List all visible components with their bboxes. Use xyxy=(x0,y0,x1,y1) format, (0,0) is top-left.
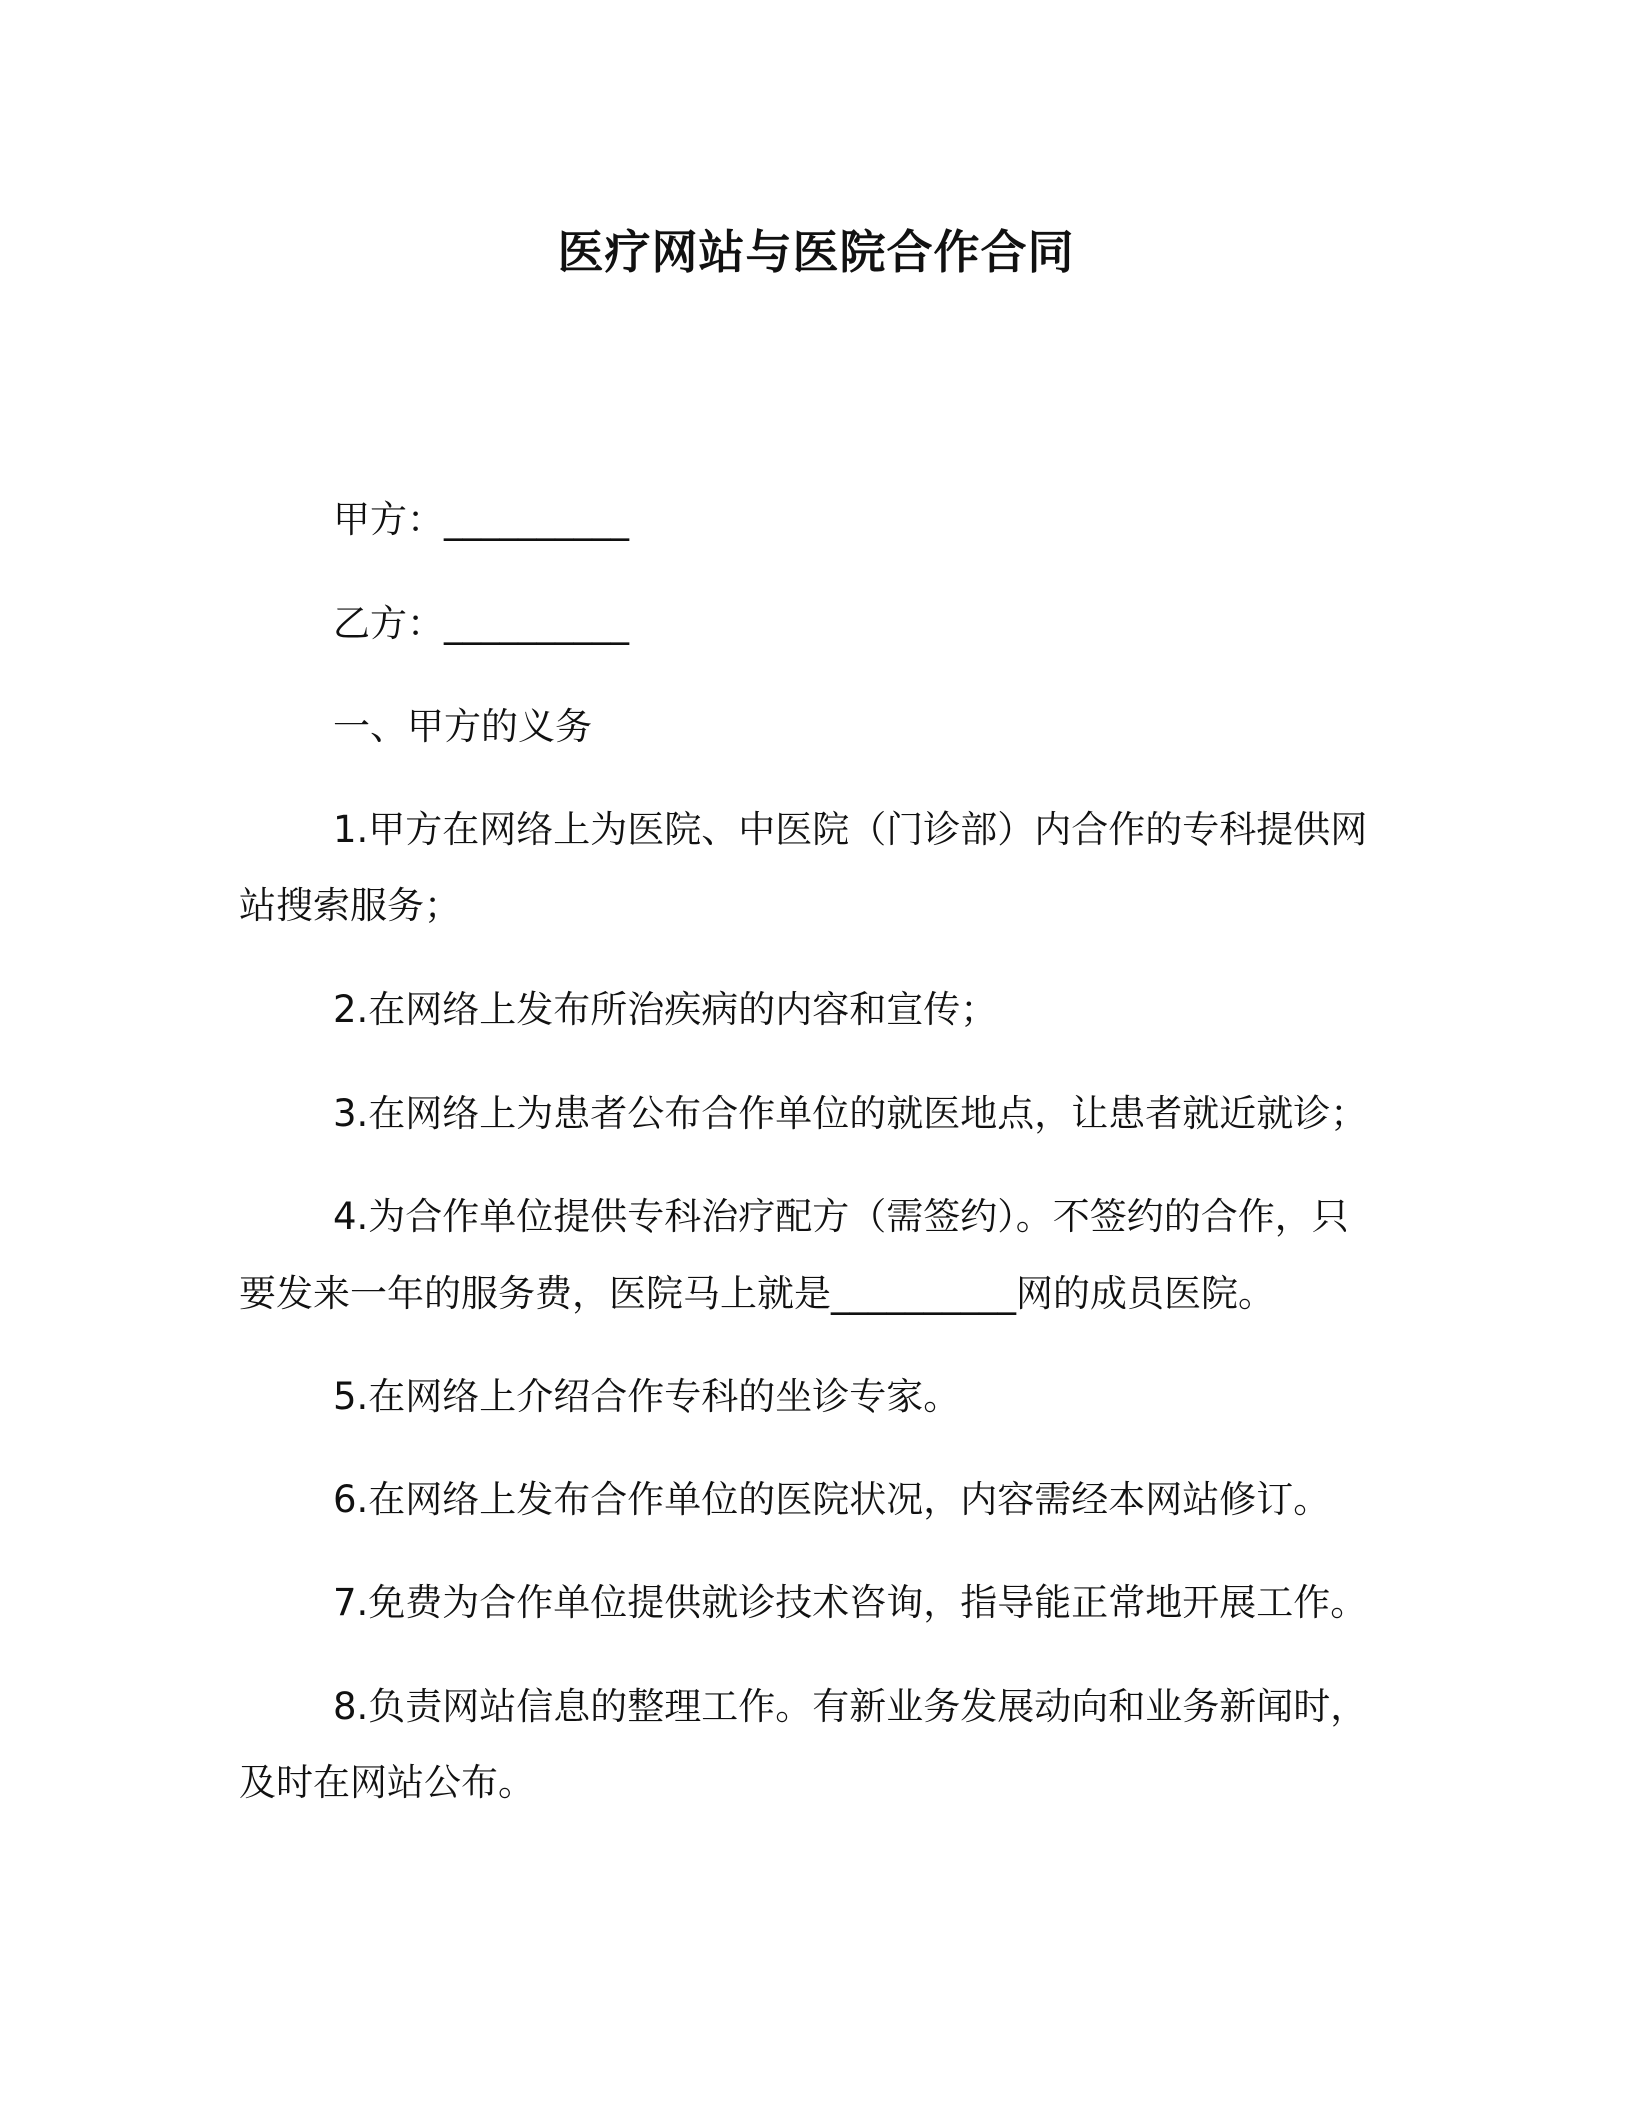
list-item-3: 3.在网络上为患者公布合作单位的就医地点，让患者就近就诊； xyxy=(333,1092,1368,1135)
list-item-1-line2: 站搜索服务； xyxy=(239,884,461,927)
list-item-4-line2: 要发来一年的服务费，医院马上就是__________网的成员医院。 xyxy=(239,1272,1275,1315)
section-heading: 一、甲方的义务 xyxy=(333,705,592,748)
list-item-8-line2: 及时在网站公布。 xyxy=(239,1761,535,1804)
document-title: 医疗网站与医院合作合同 xyxy=(557,225,1075,279)
list-item-7: 7.免费为合作单位提供就诊技术咨询，指导能正常地开展工作。 xyxy=(333,1581,1368,1624)
list-item-4-line1: 4.为合作单位提供专科治疗配方（需签约）。不签约的合作，只 xyxy=(333,1195,1349,1238)
list-item-6: 6.在网络上发布合作单位的医院状况，内容需经本网站修订。 xyxy=(333,1478,1331,1521)
list-item-2: 2.在网络上发布所治疾病的内容和宣传； xyxy=(333,988,998,1031)
list-item-5: 5.在网络上介绍合作专科的坐诊专家。 xyxy=(333,1375,961,1418)
party-b-line: 乙方：__________ xyxy=(333,602,629,645)
party-a-line: 甲方：__________ xyxy=(333,498,629,541)
list-item-8-line1: 8.负责网站信息的整理工作。有新业务发展动向和业务新闻时， xyxy=(333,1685,1368,1728)
list-item-1-line1: 1.甲方在网络上为医院、中医院（门诊部）内合作的专科提供网 xyxy=(333,808,1368,851)
